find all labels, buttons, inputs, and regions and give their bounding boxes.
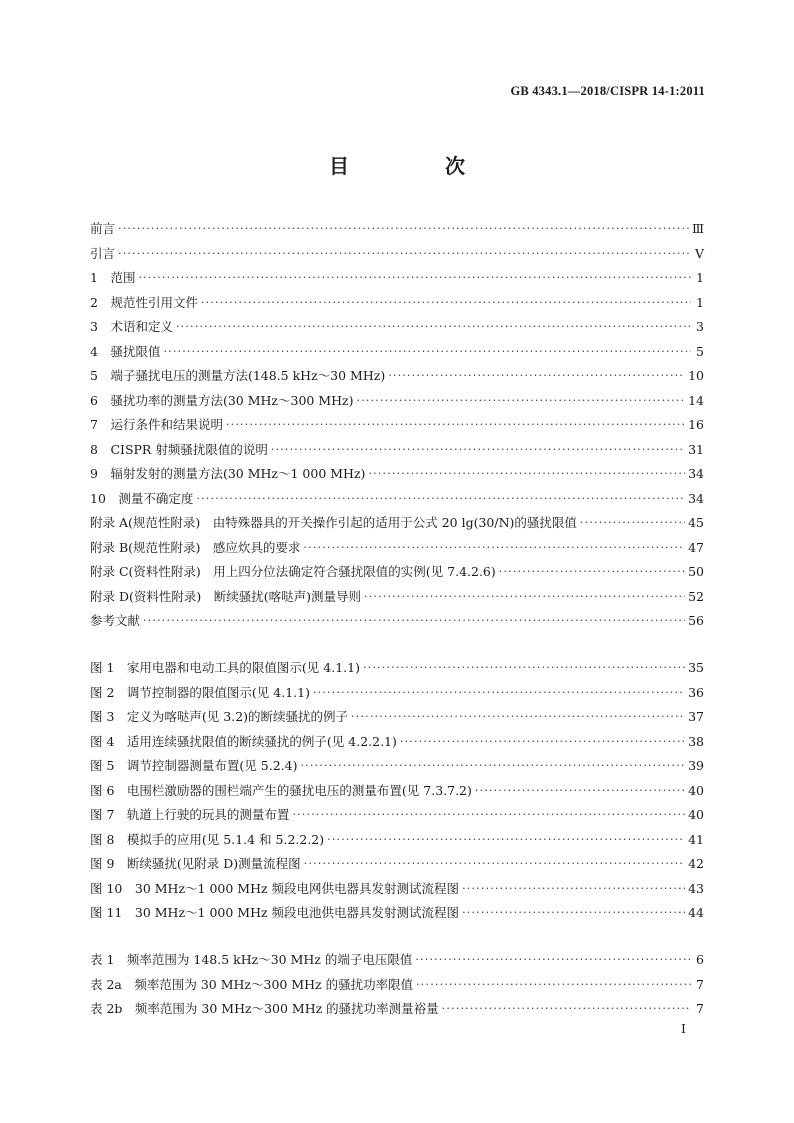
toc-entry[interactable] bbox=[90, 242, 704, 262]
toc-entry-label: 8 CISPR 射频骚扰限值的说明 bbox=[90, 441, 268, 457]
page-title: 目 次 bbox=[329, 154, 503, 178]
standard-code-header: GB 4343.1—2018/CISPR 14-1:2011 bbox=[510, 84, 705, 98]
toc-entry[interactable] bbox=[90, 389, 704, 409]
toc-entry-label: 图 1 家用电器和电动工具的限值图示(见 4.1.1) bbox=[90, 660, 360, 675]
toc-entry-label: 图 11 30 MHz～1 000 MHz 频段电池供电器具发射测试流程图 bbox=[90, 905, 460, 920]
toc-entry-label: 附录 A(规范性附录) 由特殊器具的开关操作引起的适用于公式 20 lg(30/N)的骚扰限值 bbox=[90, 515, 577, 530]
toc-entry-page: 31 bbox=[688, 441, 704, 457]
toc-entry-page: 5 bbox=[696, 343, 704, 359]
page-number: I bbox=[681, 1021, 686, 1036]
dot-leader bbox=[118, 221, 689, 237]
toc-entry[interactable] bbox=[90, 438, 704, 458]
toc-entry[interactable] bbox=[90, 487, 704, 507]
toc-entry-page: 1 bbox=[696, 294, 704, 310]
toc-entry-label: 表 1 频率范围为 148.5 kHz～30 MHz 的端子电压限值 bbox=[90, 952, 413, 967]
toc-entry-page: 38 bbox=[688, 733, 704, 749]
toc-entry-label: 图 10 30 MHz～1 000 MHz 频段电网供电器具发射测试流程图 bbox=[90, 880, 460, 896]
dot-leader bbox=[475, 783, 685, 799]
toc-entry[interactable] bbox=[90, 217, 704, 237]
toc-entry-page: 14 bbox=[688, 392, 704, 408]
toc-entry[interactable] bbox=[90, 364, 704, 384]
dot-leader bbox=[462, 905, 685, 921]
toc-entry-page: 56 bbox=[688, 613, 704, 628]
toc-entry-page: 6 bbox=[696, 952, 704, 967]
toc-figure-entry[interactable] bbox=[90, 705, 704, 725]
toc-entry-label: 3 术语和定义 bbox=[90, 319, 173, 334]
toc-entry-label: 6 骚扰功率的测量方法(30 MHz～300 MHz) bbox=[90, 392, 354, 408]
toc-entry-page: 44 bbox=[688, 905, 704, 920]
toc-entry[interactable] bbox=[90, 266, 704, 286]
toc-entry[interactable] bbox=[90, 340, 704, 360]
dot-leader bbox=[118, 246, 691, 262]
toc-entry-label: 图 8 模拟手的应用(见 5.1.4 和 5.2.2.2) bbox=[90, 831, 325, 847]
toc-entry[interactable] bbox=[90, 511, 704, 531]
toc-entry-label: 5 端子骚扰电压的测量方法(148.5 kHz～30 MHz) bbox=[90, 368, 386, 383]
dot-leader bbox=[400, 734, 685, 750]
dot-leader bbox=[292, 807, 685, 823]
toc-figure-entry[interactable] bbox=[90, 754, 704, 774]
toc-entry-label: 9 辐射发射的测量方法(30 MHz～1 000 MHz) bbox=[90, 466, 366, 481]
toc-figure-entry[interactable] bbox=[90, 730, 704, 750]
toc-entry-page: 1 bbox=[696, 270, 704, 285]
toc-entry-label: 10 测量不确定度 bbox=[90, 490, 194, 506]
toc-entry[interactable] bbox=[90, 413, 704, 433]
toc-entry-page: 3 bbox=[696, 319, 704, 334]
toc-entry-label: 图 4 适用连续骚扰限值的断续骚扰的例子(见 4.2.2.1) bbox=[90, 733, 397, 749]
dot-leader bbox=[313, 685, 685, 701]
toc-entry-page: 45 bbox=[688, 515, 704, 530]
toc-figure-entry[interactable] bbox=[90, 852, 704, 872]
dot-leader bbox=[196, 491, 685, 507]
toc-entry-page: 37 bbox=[688, 709, 704, 724]
toc-entry-label: 图 7 轨道上行驶的玩具的测量布置 bbox=[90, 807, 290, 822]
toc-entry-label: 参考文献 bbox=[90, 613, 141, 628]
toc-figure-entry[interactable] bbox=[90, 877, 704, 897]
toc-entry-page: 16 bbox=[688, 417, 704, 432]
toc-entry-label: 图 9 断续骚扰(见附录 D)测量流程图 bbox=[90, 856, 301, 871]
dot-leader bbox=[143, 613, 685, 629]
toc-entry-page: 47 bbox=[688, 539, 704, 555]
dot-leader bbox=[368, 466, 685, 482]
toc-entry[interactable] bbox=[90, 560, 704, 580]
dot-leader bbox=[462, 881, 685, 897]
dot-leader bbox=[163, 344, 691, 360]
toc-entry-label: 引言 bbox=[90, 245, 116, 261]
toc-entry-page: 52 bbox=[688, 588, 704, 604]
toc-entry-page: 10 bbox=[688, 368, 704, 383]
dot-leader bbox=[580, 515, 685, 531]
toc-entry[interactable] bbox=[90, 291, 704, 311]
dot-leader bbox=[226, 417, 685, 433]
dot-leader bbox=[327, 832, 685, 848]
dot-leader bbox=[201, 295, 691, 311]
toc-entry-label: 图 5 调节控制器测量布置(见 5.2.4) bbox=[90, 758, 298, 773]
toc-entry[interactable] bbox=[90, 536, 704, 556]
dot-leader bbox=[442, 1001, 691, 1017]
toc-entry-page: 50 bbox=[688, 564, 704, 579]
dot-leader bbox=[357, 393, 686, 409]
dot-leader bbox=[416, 977, 691, 993]
toc-table-entry[interactable] bbox=[90, 997, 704, 1017]
toc-entry-page: 40 bbox=[688, 782, 704, 798]
toc-entry-label: 图 3 定义为喀哒声(见 3.2)的断续骚扰的例子 bbox=[90, 709, 349, 724]
dot-leader bbox=[176, 319, 691, 335]
toc-figure-entry[interactable] bbox=[90, 656, 704, 676]
toc-entry-page: Ⅴ bbox=[694, 245, 704, 261]
toc-entry-page: 36 bbox=[688, 684, 704, 700]
toc-entry[interactable] bbox=[90, 585, 704, 605]
toc-entry-label: 图 2 调节控制器的限值图示(见 4.1.1) bbox=[90, 684, 310, 700]
toc-entry-page: 34 bbox=[688, 466, 704, 481]
dot-leader bbox=[363, 660, 685, 676]
toc-entry-page: 40 bbox=[688, 807, 704, 822]
dot-leader bbox=[304, 856, 685, 872]
dot-leader bbox=[303, 540, 685, 556]
toc-entry-page: 7 bbox=[696, 1001, 704, 1016]
toc-entry-label: 7 运行条件和结果说明 bbox=[90, 417, 223, 432]
toc-entry-page: 41 bbox=[688, 831, 704, 847]
toc-entry-label: 4 骚扰限值 bbox=[90, 343, 161, 359]
toc-entry-page: 39 bbox=[688, 758, 704, 773]
toc-figure-entry[interactable] bbox=[90, 901, 704, 921]
dot-leader bbox=[415, 952, 691, 968]
dot-leader bbox=[271, 442, 685, 458]
dot-leader bbox=[300, 758, 685, 774]
toc-entry-page: Ⅲ bbox=[691, 221, 704, 236]
toc-entry-label: 表 2b 频率范围为 30 MHz～300 MHz 的骚扰功率测量裕量 bbox=[90, 1001, 439, 1016]
toc-entry-page: 42 bbox=[688, 856, 704, 871]
toc-figure-entry[interactable] bbox=[90, 779, 704, 799]
toc-entry[interactable] bbox=[90, 609, 704, 629]
toc-entry-label: 1 范围 bbox=[90, 270, 136, 285]
toc-entry-page: 7 bbox=[696, 976, 704, 992]
toc-table-entry[interactable] bbox=[90, 948, 704, 968]
dot-leader bbox=[499, 564, 685, 580]
toc-entry-label: 附录 C(资料性附录) 用上四分位法确定符合骚扰限值的实例(见 7.4.2.6) bbox=[90, 564, 496, 579]
toc-entry-page: 35 bbox=[688, 660, 704, 675]
toc-entry-label: 附录 D(资料性附录) 断续骚扰(喀哒声)测量导则 bbox=[90, 588, 362, 604]
toc-entry-label: 图 6 电围栏激励器的围栏端产生的骚扰电压的测量布置(见 7.3.7.2) bbox=[90, 782, 472, 798]
toc-figure-entry[interactable] bbox=[90, 828, 704, 848]
toc-entry[interactable] bbox=[90, 315, 704, 335]
dot-leader bbox=[351, 709, 685, 725]
toc-entry-page: 34 bbox=[688, 490, 704, 506]
dot-leader bbox=[138, 270, 691, 286]
toc-figure-entry[interactable] bbox=[90, 681, 704, 701]
toc-entry[interactable] bbox=[90, 462, 704, 482]
toc-entry-label: 2 规范性引用文件 bbox=[90, 294, 198, 310]
toc-entry-label: 表 2a 频率范围为 30 MHz～300 MHz 的骚扰功率限值 bbox=[90, 976, 414, 992]
dot-leader bbox=[364, 589, 685, 605]
toc-entry-label: 前言 bbox=[90, 221, 116, 236]
toc-entry-page: 43 bbox=[688, 880, 704, 896]
toc-figure-entry[interactable] bbox=[90, 803, 704, 823]
dot-leader bbox=[388, 368, 685, 384]
toc-table-entry[interactable] bbox=[90, 973, 704, 993]
toc-entry-label: 附录 B(规范性附录) 感应炊具的要求 bbox=[90, 539, 301, 555]
